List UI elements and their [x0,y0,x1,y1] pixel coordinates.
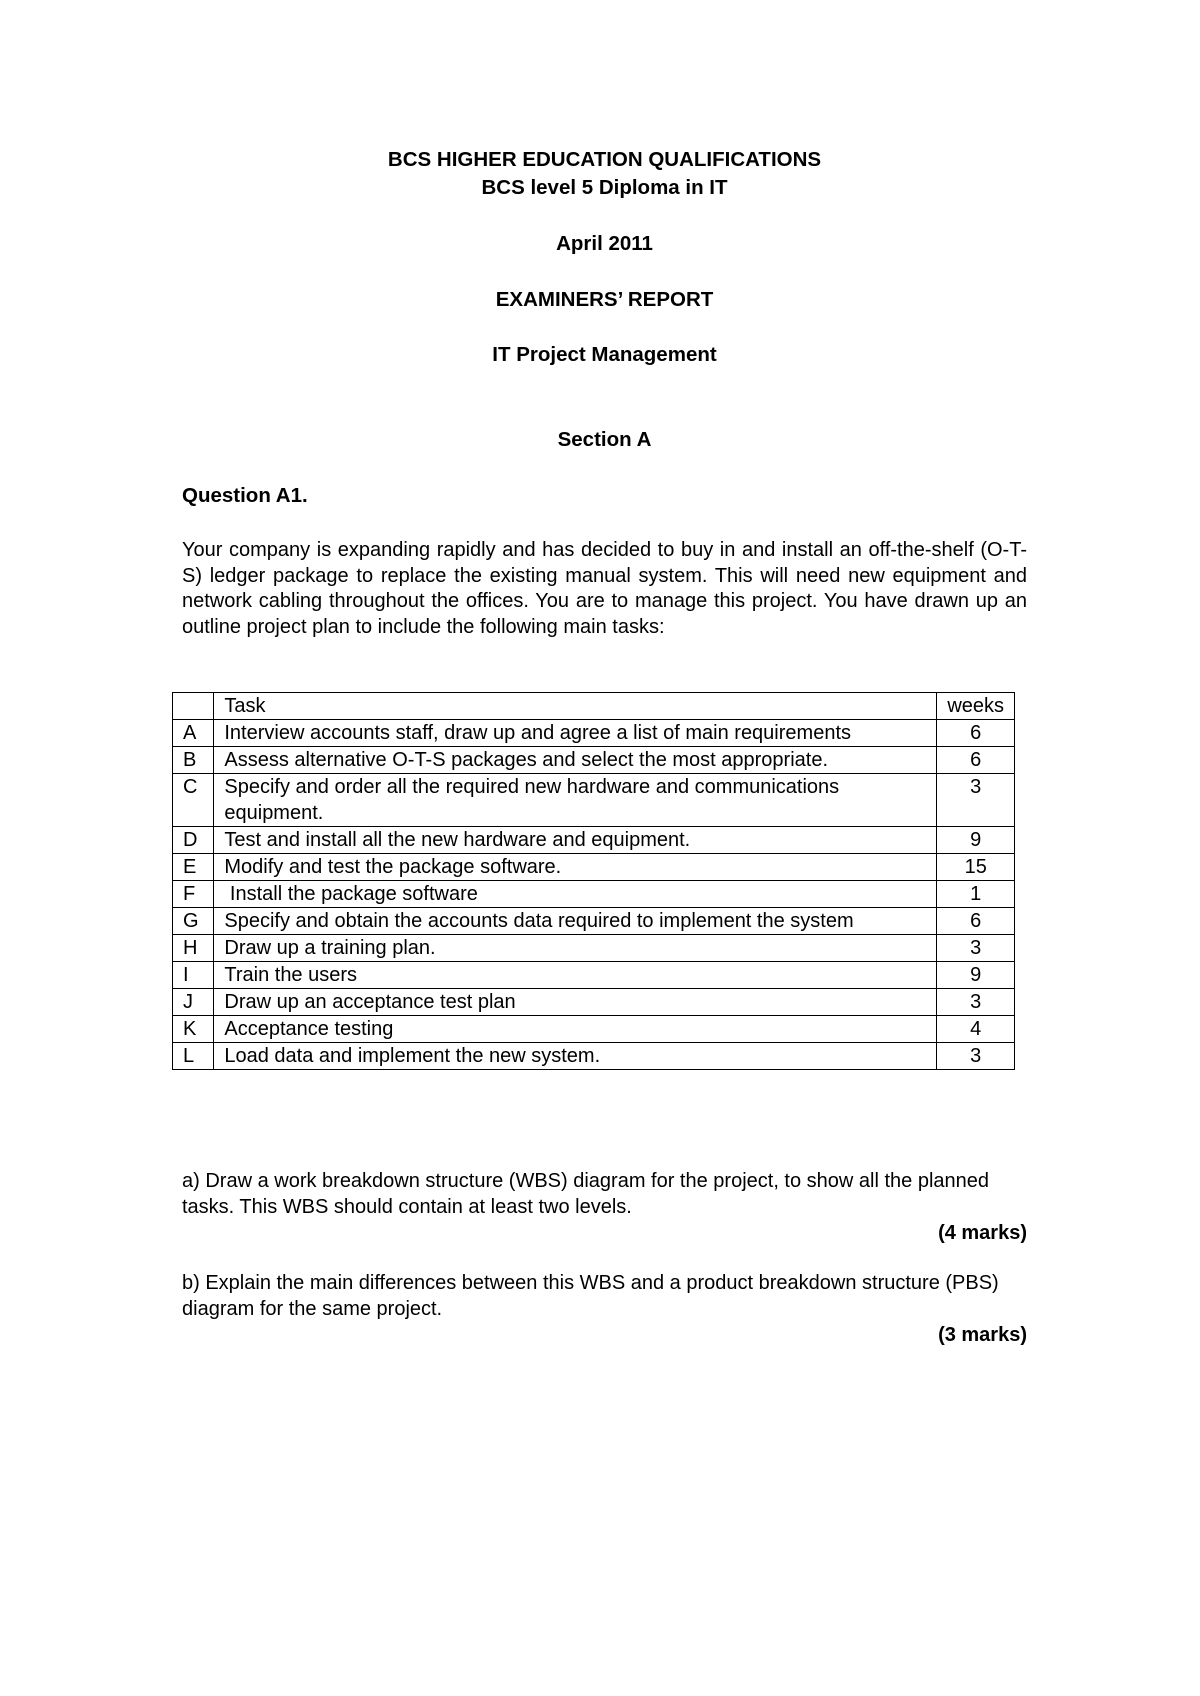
task-description: Specify and order all the required new hardware and communications equipment. [214,774,937,827]
task-description: Install the package software [214,881,937,908]
task-weeks: 15 [937,854,1015,881]
table-row [173,908,1015,935]
task-id: G [173,908,214,935]
task-weeks: 6 [937,747,1015,774]
table-row [173,989,1015,1016]
task-description: Acceptance testing [214,1016,937,1043]
header-weeks: weeks [937,693,1015,720]
task-weeks: 9 [937,827,1015,854]
task-id: E [173,854,214,881]
section-title: Section A [557,428,652,451]
subject-title: IT Project Management [492,343,717,366]
part-a-marks: (4 marks) [938,1222,1027,1244]
task-weeks: 3 [937,1043,1015,1070]
exam-date: April 2011 [556,232,653,255]
part-b-marks: (3 marks) [938,1324,1027,1346]
task-weeks: 3 [937,774,1015,827]
table-row [173,1043,1015,1070]
task-weeks: 3 [937,989,1015,1016]
part-b-text: b) Explain the main differences between this WBS and a product breakdown structure (PBS) diagram for the same project. [182,1272,999,1320]
task-id: I [173,962,214,989]
task-weeks: 9 [937,962,1015,989]
table-row [173,747,1015,774]
header-id [173,693,214,720]
table-header-row [173,693,1015,720]
table-row [173,774,1015,827]
table-row [173,881,1015,908]
task-id: H [173,935,214,962]
task-description: Draw up an acceptance test plan [214,989,937,1016]
report-title: EXAMINERS’ REPORT [495,288,714,311]
table-row [173,720,1015,747]
task-description: Specify and obtain the accounts data required to implement the system [214,908,937,935]
task-id: B [173,747,214,774]
task-id: C [173,774,214,827]
table-row [173,827,1015,854]
task-id: K [173,1016,214,1043]
task-weeks: 1 [937,881,1015,908]
task-weeks: 3 [937,935,1015,962]
part-a-text: a) Draw a work breakdown structure (WBS) diagram for the project, to show all the planned tasks. This WBS should contain at least two levels. [182,1170,990,1218]
task-weeks: 4 [937,1016,1015,1043]
task-weeks: 6 [937,720,1015,747]
table-row [173,854,1015,881]
task-table [172,692,1015,1070]
task-description: Assess alternative O-T-S packages and select the most appropriate. [214,747,937,774]
question-intro: Your company is expanding rapidly and has decided to buy in and install an off-the-shelf (O-T-S) ledger package to replace the existing manual system. This will need new equipment and network cabling throughout the offices. You are to manage this project. You have drawn up an outline project plan to include the following main tasks: [182,539,1027,638]
task-description: Modify and test the package software. [214,854,937,881]
task-id: D [173,827,214,854]
table-row [173,935,1015,962]
task-description: Load data and implement the new system. [214,1043,937,1070]
table-row [173,962,1015,989]
header-task: Task [214,693,937,720]
task-id: J [173,989,214,1016]
diploma-title: BCS level 5 Diploma in IT [481,176,728,199]
qualification-title: BCS HIGHER EDUCATION QUALIFICATIONS [387,148,822,171]
task-id: A [173,720,214,747]
task-id: F [173,881,214,908]
table-row [173,1016,1015,1043]
document-page [182,0,1027,1696]
task-description: Train the users [214,962,937,989]
task-id: L [173,1043,214,1070]
question-title: Question A1. [182,484,308,507]
task-weeks: 6 [937,908,1015,935]
task-description: Test and install all the new hardware and equipment. [214,827,937,854]
task-description: Interview accounts staff, draw up and agree a list of main requirements [214,720,937,747]
task-description: Draw up a training plan. [214,935,937,962]
